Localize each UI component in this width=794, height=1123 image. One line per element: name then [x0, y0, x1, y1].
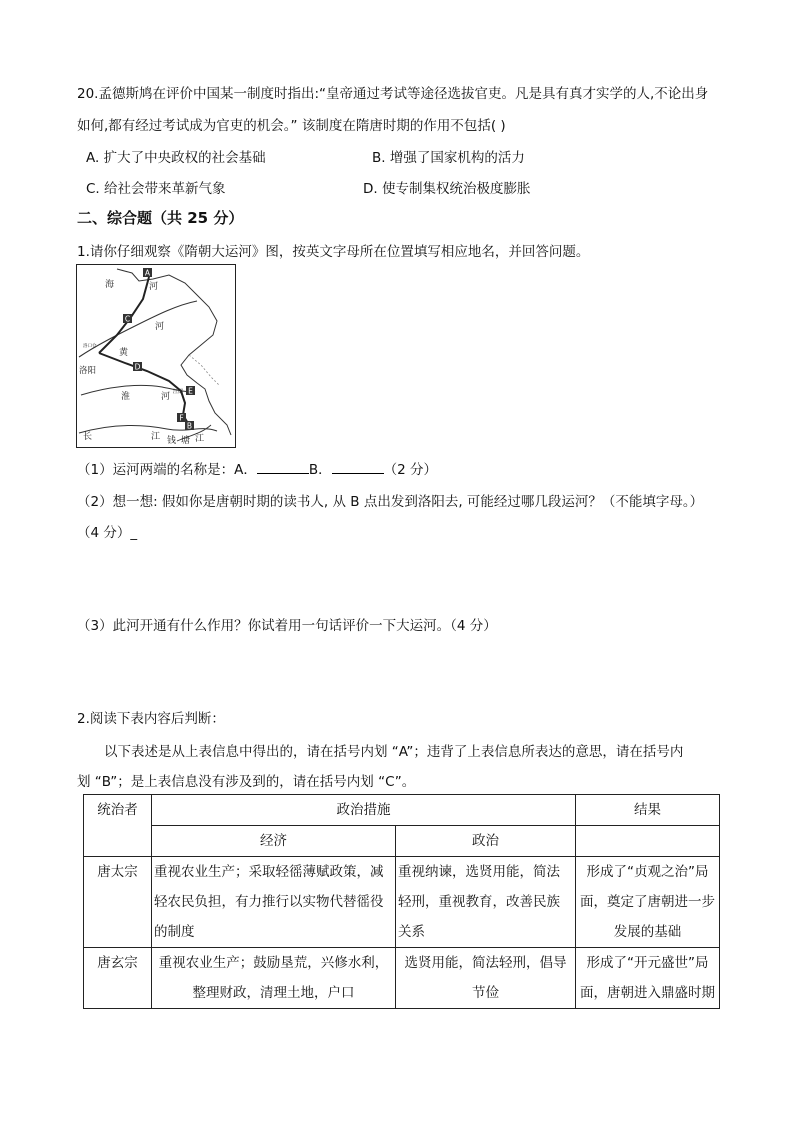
q1-sub2-line1: （2）想一想: 假如你是唐朝时期的读书人, 从 B 点出发到洛阳去, 可能经过哪几段运河？（不能填字母。）	[77, 494, 704, 510]
label-he-mid: 河	[155, 322, 165, 332]
label-luoyang: 洛阳	[79, 366, 97, 376]
label-jiang: 江	[151, 432, 161, 442]
cell-ruler: 唐玄宗	[84, 948, 152, 1009]
q20-stem-line2: 如何,都有经过考试成为官吏的机会。” 该制度在隋唐时期的作用不包括( )	[77, 118, 506, 134]
grand-canal	[99, 277, 189, 425]
svg-text:B: B	[186, 421, 193, 431]
label-tang: 塘	[181, 436, 191, 446]
header-empty	[576, 826, 720, 857]
q1-sub1-score: （2 分）	[383, 462, 437, 478]
svg-text:F: F	[179, 413, 184, 423]
marker-a	[143, 268, 152, 278]
marker-c	[123, 314, 132, 324]
marker-e	[186, 386, 195, 396]
label-huai: 淮	[121, 392, 131, 402]
svg-text:C: C	[124, 314, 131, 324]
q1-sub1	[77, 458, 437, 478]
q20-option-b: B. 增强了国家机构的活力	[372, 150, 525, 166]
svg-text:A: A	[144, 268, 151, 278]
q1-sub2-line2: （4 分）_	[77, 525, 138, 541]
marker-d	[133, 362, 142, 372]
label-jiang2: 江	[195, 434, 205, 444]
marker-f	[177, 413, 186, 423]
label-he-top: 河	[149, 282, 159, 292]
yangtze-river	[79, 426, 217, 433]
yellow-river	[79, 301, 197, 357]
label-hai: 海	[105, 280, 115, 290]
section-title: 二、综合题（共 25 分）	[77, 209, 244, 227]
blank-b[interactable]	[332, 461, 384, 474]
map-drawing	[77, 265, 234, 446]
q2-instruction-line2: 划 “B”；是上表信息没有涉及到的，请在括号内划 “C”。	[77, 774, 416, 790]
q20-option-a: A. 扩大了中央政权的社会基础	[86, 150, 266, 166]
cell-economy: 重视农业生产；采取轻徭薄赋政策，减轻农民负担，有力推行以实物代替徭役的制度	[152, 857, 396, 948]
label-huang: 黄	[119, 348, 129, 358]
q20-option-c: C. 给社会带来革新气象	[86, 181, 226, 197]
q1-prompt: 1.请你仔细观察《隋朝大运河》图，按英文字母所在位置填写相应地名，并回答问题。	[77, 244, 590, 260]
q1-sub1-text: （1）运河两端的名称是：A．	[77, 462, 257, 478]
marker-b	[185, 421, 194, 431]
q20-option-d: D. 使专制集权统治极度膨胀	[363, 181, 531, 197]
label-he-low: 河	[161, 392, 171, 402]
cell-ruler: 唐太宗	[84, 857, 152, 948]
q1-sub1-mid: B．	[308, 462, 332, 478]
header-politics: 政治	[396, 826, 576, 857]
label-qian: 钱	[167, 436, 177, 446]
header-measures: 政治措施	[152, 795, 576, 826]
header-ruler: 统治者	[84, 795, 152, 857]
table-header-row	[84, 795, 720, 826]
q2-instruction-line1: 以下表述是从上表信息中得出的，请在括号内划 “A”；违背了上表信息所表达的意思，请在括号内	[104, 744, 684, 760]
blank-a[interactable]	[257, 461, 309, 474]
table-subheader-row	[84, 826, 720, 857]
cell-result: 形成了“贞观之治”局面，奠定了唐朝进一步发展的基础	[576, 857, 720, 948]
q20-stem-line1: 20.孟德斯鸠在评价中国某一制度时指出:“皇帝通过考试等途径选拔官吏。凡是具有真才实学的人,不论出身	[77, 86, 709, 102]
table-row	[84, 857, 720, 948]
table-row	[84, 948, 720, 1009]
header-result: 结果	[576, 795, 720, 826]
cell-result: 形成了“开元盛世”局面，唐朝进入鼎盛时期	[576, 948, 720, 1009]
header-economy: 经济	[152, 826, 396, 857]
q2-prompt: 2.阅读下表内容后判断：	[77, 711, 225, 727]
label-jiangdu: 江都	[173, 389, 184, 395]
label-luokou: 洛口仓	[83, 344, 97, 349]
cell-politics: 选贤用能，简法轻刑，倡导节俭	[396, 948, 576, 1009]
svg-text:D: D	[134, 362, 141, 372]
cell-politics: 重视纳谏，选贤用能，简法轻刑，重视教育，改善民族关系	[396, 857, 576, 948]
coastline	[117, 269, 231, 435]
cell-economy: 重视农业生产；鼓励垦荒，兴修水利，整理财政，清理土地，户口	[152, 948, 396, 1009]
svg-text:E: E	[188, 386, 193, 396]
label-chang: 长	[83, 432, 93, 442]
policy-table	[83, 794, 720, 1009]
q1-sub3: （3）此河开通有什么作用？你试着用一句话评价一下大运河。（4 分）	[77, 618, 497, 634]
grand-canal-map	[76, 264, 236, 448]
